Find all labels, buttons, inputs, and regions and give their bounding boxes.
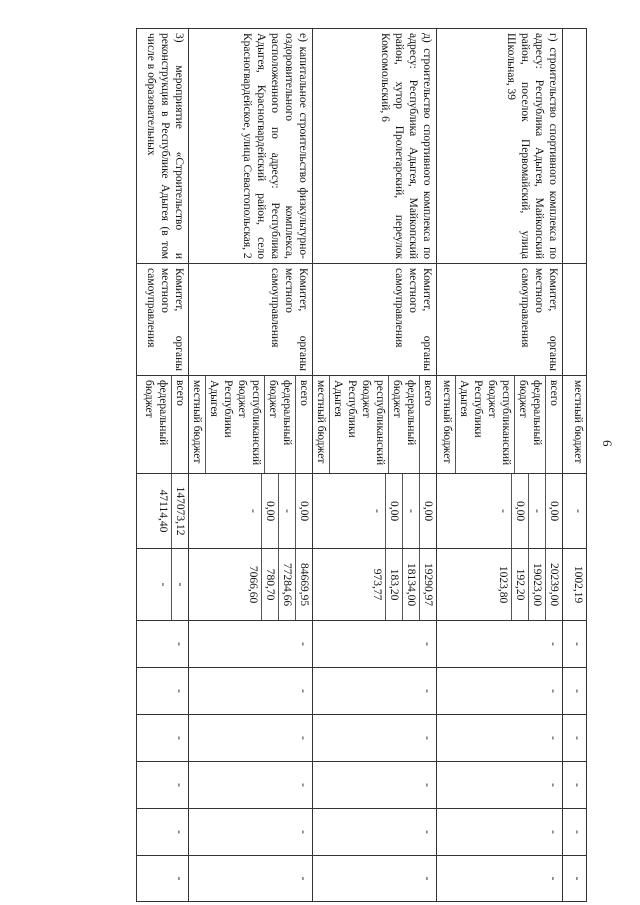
empty-year-cell: - [189, 762, 313, 809]
empty-year-cell: - [189, 856, 313, 902]
amount-col-1-cell [189, 474, 313, 549]
funding-source-cell-line: федеральный бюджет [143, 380, 169, 446]
empty-year-cell: - [189, 715, 313, 762]
table-row [137, 29, 189, 902]
table-row [313, 29, 437, 902]
amount-col-1-cell-line: 0,00 [261, 474, 278, 548]
empty-year-cell: - [313, 809, 437, 856]
amount-col-2-cell-line: 19290,97 [419, 549, 436, 620]
empty-year-cell: - [563, 856, 587, 902]
empty-year-cell: - [563, 762, 587, 809]
amount-col-1-cell-line: 0,00 [419, 474, 436, 548]
amount-col-1-cell [313, 474, 437, 549]
amount-col-2-cell [189, 549, 313, 621]
amount-col-2-cell-line: 1002,19 [572, 565, 584, 604]
amount-col-1-cell-line: 0,00 [295, 474, 312, 548]
measure-name-cell: г) строительство спортивного комплекса по адресу: Республика Адыгея, Майкопский район, поселок Первомайский, улица Школьная, 39 [437, 29, 563, 264]
empty-year-cell: - [137, 715, 189, 762]
amount-col-1-cell-line: 0,00 [545, 474, 562, 548]
funding-source-cell-line: федеральный бюджет [514, 376, 545, 473]
amount-col-1-cell-line: 0,00 [511, 474, 528, 548]
amount-col-1-cell-line: - [278, 474, 295, 548]
amount-col-2-cell-line: 18134,00 [402, 549, 419, 620]
empty-year-cell: - [563, 715, 587, 762]
amount-col-2-cell-line: 183,20 [385, 549, 402, 620]
empty-year-cell: - [137, 621, 189, 668]
empty-year-cell: - [437, 856, 563, 902]
amount-col-2-cell [137, 549, 189, 621]
funding-source-cell-line: местный бюджет [191, 380, 203, 464]
executor-cell: Комитет, органы местного самоуправления [189, 264, 313, 376]
funding-source-cell-line: республиканский бюджет Республики Адыгея [205, 376, 264, 473]
funding-source-cell-line: всего [295, 376, 312, 473]
table-row [189, 29, 313, 902]
empty-year-cell: - [189, 621, 313, 668]
empty-year-cell: - [313, 715, 437, 762]
funding-source-cell [437, 376, 563, 474]
funding-source-cell-line: федеральный бюджет [264, 376, 295, 473]
funding-source-cell [313, 376, 437, 474]
amount-col-1-cell-line: - [247, 509, 259, 513]
measure-name-cell: е) капитальное строительство физкультурно-оздоровительного комплекса, расположенного по адресу: Республика Адыгея, Красногвардейский район, село Красногвардейское, улица Севастопольская, 2 [189, 29, 313, 264]
amount-col-1-cell-line: - [528, 474, 545, 548]
amount-col-2-cell-line: 192,20 [511, 549, 528, 620]
executor-cell: Комитет, органы местного самоуправления [437, 264, 563, 376]
executor-cell [563, 264, 587, 376]
executor-cell: Комитет, органы местного самоуправления [137, 264, 189, 376]
empty-year-cell: - [563, 621, 587, 668]
empty-year-cell: - [313, 856, 437, 902]
empty-year-cell: - [137, 762, 189, 809]
amount-col-2-cell [563, 549, 587, 621]
amount-col-1-cell-line: 0,00 [385, 474, 402, 548]
amount-col-2-cell-line: 780,70 [261, 549, 278, 620]
amount-col-1-cell-line: - [402, 474, 419, 548]
funding-source-cell-line: всего [171, 376, 188, 473]
funding-source-cell-line: всего [545, 376, 562, 473]
empty-year-cell: - [437, 621, 563, 668]
amount-col-1-cell [437, 474, 563, 549]
amount-col-2-cell-line: - [157, 582, 169, 587]
empty-year-cell: - [313, 668, 437, 715]
amount-col-2-cell-line: 973,77 [371, 568, 383, 601]
program-table [136, 28, 587, 902]
amount-col-2-cell-line: 84669,95 [295, 549, 312, 620]
amount-col-2-cell [313, 549, 437, 621]
funding-source-cell [137, 376, 189, 474]
funding-source-cell-line: местный бюджет [572, 380, 584, 464]
empty-year-cell: - [563, 668, 587, 715]
funding-source-cell-line: республиканский бюджет Республики Адыгея [455, 376, 514, 473]
empty-year-cell: - [313, 762, 437, 809]
measure-name-cell: 3) мероприятие «Строительство и реконструкция в Республике Адыгея (в том числе в образовательных [137, 29, 189, 264]
amount-col-2-cell [437, 549, 563, 621]
amount-col-1-cell-line: - [572, 509, 584, 513]
amount-col-1-cell-line: 147073,12 [171, 474, 188, 548]
funding-source-cell-line: всего [419, 376, 436, 473]
empty-year-cell: - [137, 809, 189, 856]
table-row [437, 29, 563, 902]
empty-year-cell: - [437, 668, 563, 715]
amount-col-1-cell-line: 47114,40 [157, 489, 169, 533]
amount-col-1-cell [563, 474, 587, 549]
amount-col-2-cell-line: 77284,66 [278, 549, 295, 620]
empty-year-cell: - [437, 715, 563, 762]
measure-name-cell [563, 29, 587, 264]
executor-cell: Комитет, органы местного самоуправления [313, 264, 437, 376]
funding-source-cell [189, 376, 313, 474]
funding-source-cell [563, 376, 587, 474]
funding-source-cell-line: федеральный бюджет [388, 376, 419, 473]
amount-col-2-cell-line: 7066,60 [247, 565, 259, 604]
page-number: 6 [600, 440, 615, 447]
empty-year-cell: - [189, 809, 313, 856]
empty-year-cell: - [137, 856, 189, 902]
measure-name-cell: д) строительство спортивного комплекса по адресу: Республика Адыгея, Майкопский район, хутор Пролетарский, переулок Комсомольский, 6 [313, 29, 437, 264]
amount-col-1-cell-line: - [371, 509, 383, 513]
empty-year-cell: - [563, 809, 587, 856]
empty-year-cell: - [437, 809, 563, 856]
empty-year-cell: - [137, 668, 189, 715]
amount-col-2-cell-line: 20239,00 [545, 549, 562, 620]
empty-year-cell: - [437, 762, 563, 809]
funding-source-cell-line: республиканский бюджет Республики Адыгея [329, 376, 388, 473]
empty-year-cell: - [189, 668, 313, 715]
amount-col-2-cell-line: 19023,00 [528, 549, 545, 620]
amount-col-1-cell-line: - [497, 509, 509, 513]
funding-source-cell-line: местный бюджет [315, 380, 327, 464]
funding-source-cell-line: местный бюджет [441, 380, 453, 464]
amount-col-1-cell [137, 474, 189, 549]
table-row [563, 29, 587, 902]
amount-col-2-cell-line: - [171, 549, 188, 620]
empty-year-cell: - [313, 621, 437, 668]
amount-col-2-cell-line: 1023,80 [497, 565, 509, 604]
